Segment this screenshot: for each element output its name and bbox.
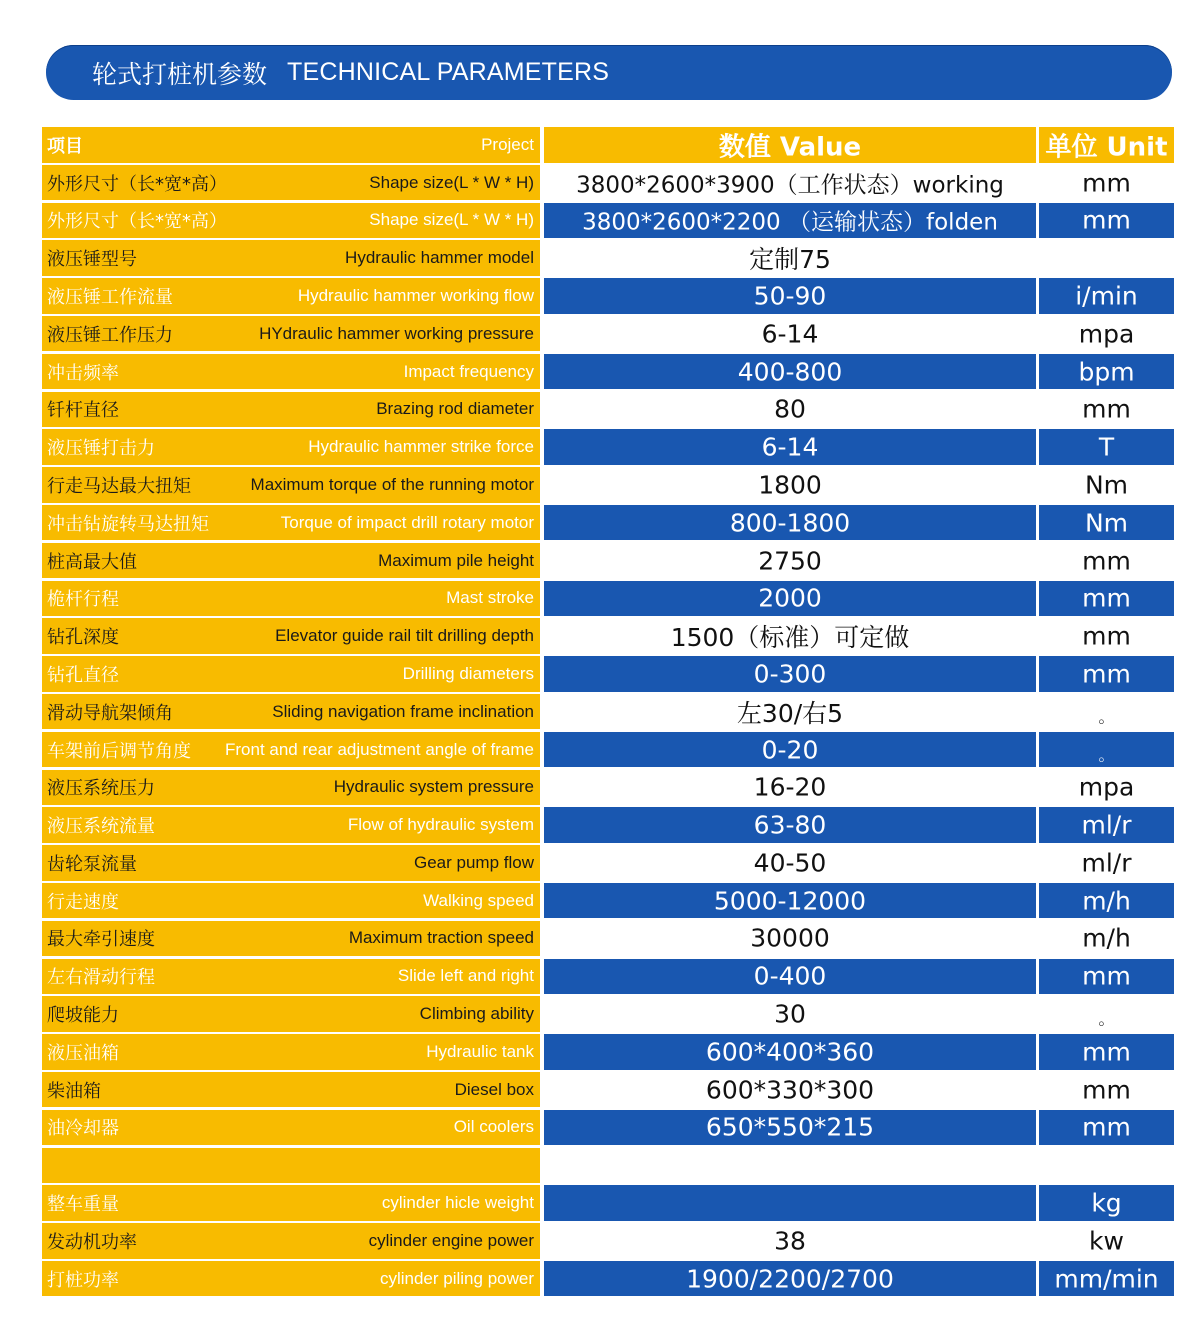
param-value: 6-14 [761,432,819,462]
header-value-cell [544,127,1036,163]
param-name-en: Sliding navigation frame inclination [272,701,534,721]
table-row [42,1110,1174,1146]
param-unit: mm [1082,1112,1131,1142]
param-value: 0-20 [761,735,819,764]
param-name-en: Oil coolers [453,1117,534,1137]
table-row [42,505,1174,541]
param-value: 1800 [758,470,822,500]
param-name-en: Torque of impact drill rotary motor [280,512,534,532]
table-row [42,165,1174,201]
table-row [42,429,1174,465]
project-cell [42,543,540,579]
param-name-en: HYdraulic hammer working pressure [259,323,534,343]
table-row [42,1034,1174,1070]
project-cell [42,770,540,806]
param-name-cn: 桅杆行程 [47,589,119,611]
param-name-cn: 液压锤工作压力 [47,324,173,346]
param-value: 2750 [758,546,822,576]
header-unit-label: 单位 Unit [1045,132,1168,163]
table-row [42,1223,1174,1259]
param-name-cn: 液压锤型号 [47,249,137,271]
param-name-en: Maximum torque of the running motor [250,474,534,494]
value-cell [544,429,1036,465]
param-name-cn: 桩高最大值 [47,551,137,573]
title-banner [46,45,1172,100]
unit-cell [1039,807,1174,843]
param-name-cn: 液压锤打击力 [47,438,155,460]
value-cell [544,959,1036,995]
param-unit: 。 [1098,707,1115,727]
param-unit: m/h [1082,886,1131,916]
table-row [42,1261,1174,1297]
param-name-en: Maximum pile height [378,550,534,570]
param-value: 400-800 [737,357,843,387]
unit-cell [1039,543,1174,579]
value-cell [544,618,1036,654]
unit-cell [1039,959,1174,995]
value-cell [544,505,1036,541]
banner-title-en: TECHNICAL PARAMETERS [287,58,610,86]
table-row [42,240,1174,276]
param-name-cn: 最大牵引速度 [47,929,155,951]
value-cell [544,203,1036,239]
project-cell [42,1223,540,1259]
unit-cell [1039,883,1174,919]
param-name-en: Hydraulic hammer working flow [297,285,534,305]
param-value: 1900/2200/2700 [686,1264,894,1294]
param-name-cn: 钻孔直径 [47,664,119,686]
param-name-cn: 冲击频率 [47,362,119,384]
param-name-en: Impact frequency [403,361,534,381]
value-cell [544,354,1036,390]
param-value: 80 [774,394,806,424]
param-name-en: Flow of hydraulic system [347,815,534,835]
project-cell [42,807,540,843]
param-unit: mm/min [1054,1264,1159,1294]
param-value: 30000 [750,923,830,953]
header-project-en: Project [481,134,534,154]
table-row [42,921,1174,957]
table-row [42,807,1174,843]
table-row [42,618,1174,654]
project-cell [42,732,540,768]
param-value: 600*400*360 [705,1037,875,1067]
unit-cell [1039,1110,1174,1146]
param-value: 0-300 [753,659,827,689]
param-value: 3800*2600*3900（工作状态）working [576,172,1004,199]
table-row [42,581,1174,617]
parameters-table [42,127,1174,1299]
project-cell [42,1185,540,1221]
param-value: 5000-12000 [713,886,867,916]
table-row [42,732,1174,768]
param-name-en: Shape size(L * W * H) [369,210,534,230]
param-name-cn: 外形尺寸（长*宽*高） [47,173,227,195]
project-cell [42,656,540,692]
value-cell [544,581,1036,617]
project-cell [42,845,540,881]
header-project-cell [42,127,540,163]
table-row [42,1148,1174,1184]
unit-cell [1039,770,1174,806]
param-name-en: Hydraulic tank [426,1041,534,1061]
param-name-en: cylinder hicle weight [381,1193,534,1213]
unit-cell [1039,203,1174,239]
project-cell [42,505,540,541]
param-name-en: Slide left and right [397,966,534,986]
project-cell [42,1034,540,1070]
table-row [42,203,1174,239]
param-unit: kg [1091,1188,1122,1218]
header-project-cn: 项目 [47,135,83,157]
param-name-cn: 液压锤工作流量 [47,286,173,308]
unit-cell [1039,921,1174,957]
unit-cell [1039,1261,1174,1297]
param-value: 800-1800 [729,508,851,538]
param-name-en: Hydraulic hammer strike force [308,437,534,457]
param-unit: mm [1082,1037,1131,1067]
unit-cell [1039,1072,1174,1108]
table-row [42,694,1174,730]
value-cell [544,732,1036,768]
unit-cell [1039,1034,1174,1070]
param-name-cn: 钻孔深度 [47,627,119,649]
param-unit: mm [1082,546,1131,576]
param-name-cn: 油冷却器 [47,1118,119,1140]
value-cell [544,316,1036,352]
unit-cell [1039,467,1174,503]
value-cell [544,1185,1036,1221]
table-row [42,996,1174,1032]
unit-cell [1039,1185,1174,1221]
unit-cell [1039,732,1174,768]
param-unit: mm [1082,205,1131,235]
param-name-en: cylinder engine power [368,1230,534,1250]
project-cell [42,1072,540,1108]
param-name-en: Maximum traction speed [348,928,534,948]
param-name-cn: 齿轮泵流量 [47,853,137,875]
value-cell [544,921,1036,957]
table-row [42,392,1174,428]
value-cell [544,883,1036,919]
unit-cell [1039,1223,1174,1259]
unit-cell [1039,618,1174,654]
param-name-en: Elevator guide rail tilt drilling depth [275,626,534,646]
project-cell [42,581,540,617]
table-row [42,467,1174,503]
project-cell [42,1148,540,1184]
param-value: 63-80 [753,810,827,840]
param-name-cn: 整车重量 [47,1194,119,1216]
unit-cell [1039,694,1174,730]
param-unit: kw [1089,1226,1124,1256]
table-row [42,278,1174,314]
param-name-en: Shape size(L * W * H) [369,172,534,192]
value-cell [544,392,1036,428]
project-cell [42,883,540,919]
unit-cell [1039,656,1174,692]
project-cell [42,240,540,276]
param-unit: mm [1082,168,1131,198]
table-row [42,770,1174,806]
param-name-cn: 发动机功率 [47,1231,137,1253]
project-cell [42,1110,540,1146]
unit-cell [1039,354,1174,390]
param-value: 定制75 [749,245,831,275]
value-cell [544,1110,1036,1146]
value-cell [544,770,1036,806]
param-unit: mm [1082,394,1131,424]
value-cell [544,807,1036,843]
param-unit: i/min [1075,281,1138,311]
param-value: 0-400 [753,961,827,991]
param-name-en: Brazing rod diameter [376,399,534,419]
param-name-cn: 液压系统流量 [47,816,155,838]
unit-cell [1039,316,1174,352]
project-cell [42,694,540,730]
param-unit: mm [1082,583,1131,613]
param-unit: mm [1082,659,1131,689]
table-row [42,354,1174,390]
param-unit: bpm [1078,357,1135,387]
project-cell [42,278,540,314]
param-unit: Nm [1084,470,1129,500]
param-unit: 。 [1098,745,1115,765]
param-value: 16-20 [753,772,827,802]
project-cell [42,392,540,428]
project-cell [42,959,540,995]
project-cell [42,467,540,503]
param-unit: ml/r [1081,848,1132,878]
param-name-en: Hydraulic hammer model [345,248,534,268]
param-name-cn: 冲击钻旋转马达扭矩 [47,513,209,535]
table-header-row [42,127,1174,163]
unit-cell [1039,581,1174,617]
value-cell [544,996,1036,1032]
unit-cell [1039,429,1174,465]
param-name-cn: 打桩功率 [47,1269,119,1291]
param-unit: mm [1082,1075,1131,1105]
param-name-en: Climbing ability [419,1004,534,1024]
unit-cell [1039,240,1174,276]
param-name-cn: 柴油箱 [47,1080,101,1102]
param-unit: Nm [1084,508,1129,538]
table-row [42,656,1174,692]
unit-cell [1039,1148,1174,1184]
project-cell [42,618,540,654]
project-cell [42,354,540,390]
value-cell [544,845,1036,881]
param-name-cn: 外形尺寸（长*宽*高） [47,211,227,233]
param-unit: T [1098,432,1115,462]
param-name-cn: 钎杆直径 [47,400,119,422]
param-name-cn: 滑动导航架倾角 [47,702,173,724]
header-unit-cell [1039,127,1174,163]
param-name-cn: 液压系统压力 [47,778,155,800]
param-unit: 。 [1098,1009,1115,1029]
project-cell [42,921,540,957]
param-name-cn: 行走速度 [47,891,119,913]
project-cell [42,429,540,465]
param-name-en: Mast stroke [446,588,534,608]
value-cell [544,1148,1036,1184]
unit-cell [1039,165,1174,201]
param-value: 650*550*215 [705,1112,875,1142]
param-value: 600*330*300 [705,1075,875,1105]
param-value: 3800*2600*2200 （运输状态）folden [582,209,998,236]
project-cell [42,316,540,352]
project-cell [42,1261,540,1297]
value-cell [544,543,1036,579]
param-value: 2000 [758,583,822,613]
table-row [42,845,1174,881]
param-name-en: Diesel box [454,1079,534,1099]
value-cell [544,1223,1036,1259]
value-cell [544,694,1036,730]
param-unit: m/h [1082,923,1131,953]
param-name-en: Hydraulic system pressure [333,777,534,797]
param-name-en: Gear pump flow [414,852,534,872]
value-cell [544,278,1036,314]
param-name-en: Drilling diameters [402,663,534,683]
param-unit: mpa [1078,319,1135,349]
header-value-label: 数值 Value [718,132,862,163]
param-value: 38 [774,1226,806,1256]
table-row [42,883,1174,919]
param-name-en: Front and rear adjustment angle of frame [225,739,534,759]
param-value: 6-14 [761,319,819,349]
param-name-cn: 行走马达最大扭矩 [47,475,191,497]
param-unit: mm [1082,961,1131,991]
param-unit: mpa [1078,772,1135,802]
param-name-cn: 车架前后调节角度 [47,740,191,762]
table-row [42,1072,1174,1108]
table-row [42,959,1174,995]
param-name-en: Walking speed [423,890,534,910]
unit-cell [1039,392,1174,428]
param-value: 50-90 [753,281,827,311]
param-value: 1500（标准）可定做 [670,623,910,653]
param-name-cn: 左右滑动行程 [47,967,155,989]
param-unit: ml/r [1081,810,1132,840]
unit-cell [1039,845,1174,881]
project-cell [42,996,540,1032]
param-value: 40-50 [753,848,827,878]
param-name-cn: 液压油箱 [47,1042,119,1064]
project-cell [42,203,540,239]
value-cell [544,1072,1036,1108]
banner-title-cn: 轮式打桩机参数 [92,59,268,89]
value-cell [544,240,1036,276]
value-cell [544,467,1036,503]
param-value: 左30/右5 [736,698,844,728]
value-cell [544,1034,1036,1070]
table-row [42,1185,1174,1221]
param-unit: mm [1082,621,1131,651]
unit-cell [1039,505,1174,541]
project-cell [42,165,540,201]
param-name-cn: 爬坡能力 [47,1005,119,1027]
table-row [42,543,1174,579]
param-value: 30 [774,999,806,1029]
unit-cell [1039,278,1174,314]
unit-cell [1039,996,1174,1032]
param-name-en: cylinder piling power [379,1268,534,1288]
table-row [42,316,1174,352]
value-cell [544,656,1036,692]
value-cell [544,1261,1036,1297]
value-cell [544,165,1036,201]
